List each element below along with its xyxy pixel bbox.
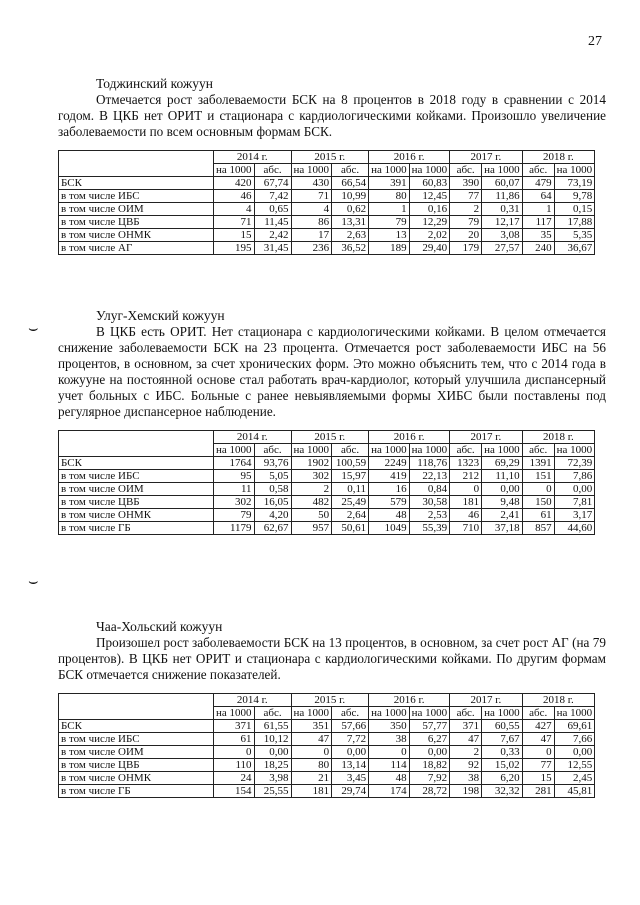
subheader-cell: на 1000 — [554, 164, 595, 177]
table-row — [59, 229, 595, 242]
table-cell: 17,88 — [554, 216, 595, 229]
year-header: 2018 г. — [522, 151, 595, 164]
table-cell: 17 — [291, 229, 332, 242]
table-cell: 79 — [369, 216, 410, 229]
table-cell: 0,00 — [254, 746, 291, 759]
table-cell: 2,42 — [254, 229, 291, 242]
table-cell: 0,31 — [482, 203, 523, 216]
table-cell: 579 — [369, 496, 410, 509]
table-cell: 1 — [522, 203, 554, 216]
table-cell: 16 — [369, 483, 410, 496]
subheader-cell: абс. — [332, 444, 369, 457]
table-cell: 0 — [522, 483, 554, 496]
table-cell: 50,61 — [332, 522, 369, 535]
subheader-cell: на 1000 — [482, 444, 523, 457]
table-cell: 2 — [450, 203, 482, 216]
subheader-cell: абс. — [254, 707, 291, 720]
table-cell: 236 — [291, 242, 332, 255]
table-cell: 7,66 — [554, 733, 595, 746]
subheader-cell: на 1000 — [482, 164, 523, 177]
row-label: в том числе ОИМ — [59, 203, 214, 216]
subheader-cell: абс. — [332, 707, 369, 720]
table-cell: 3,45 — [332, 772, 369, 785]
table-cell: 0,00 — [409, 746, 450, 759]
table-cell: 47 — [450, 733, 482, 746]
year-header: 2015 г. — [291, 431, 369, 444]
table-cell: 1179 — [214, 522, 255, 535]
table-cell: 151 — [522, 470, 554, 483]
table-cell: 351 — [291, 720, 332, 733]
table-cell: 0,33 — [482, 746, 523, 759]
table-cell: 15 — [214, 229, 255, 242]
table-cell: 350 — [369, 720, 410, 733]
table-cell: 95 — [214, 470, 255, 483]
table-cell: 5,35 — [554, 229, 595, 242]
table-cell: 1323 — [450, 457, 482, 470]
table-cell: 45,81 — [554, 785, 595, 798]
table-cell: 2,41 — [482, 509, 523, 522]
table-row — [59, 203, 595, 216]
subheader-cell: абс. — [450, 707, 482, 720]
table-cell: 154 — [214, 785, 255, 798]
subheader-cell: на 1000 — [409, 444, 450, 457]
table-cell: 2 — [450, 746, 482, 759]
subheader-cell: на 1000 — [214, 444, 255, 457]
subheader-cell: на 1000 — [369, 444, 410, 457]
subheader-cell: на 1000 — [554, 444, 595, 457]
table-cell: 12,17 — [482, 216, 523, 229]
table-cell: 18,25 — [254, 759, 291, 772]
subheader-cell: на 1000 — [409, 164, 450, 177]
table-cell: 15,97 — [332, 470, 369, 483]
table-cell: 0,11 — [332, 483, 369, 496]
table-cell: 9,78 — [554, 190, 595, 203]
table-cell: 5,05 — [254, 470, 291, 483]
table-cell: 38 — [369, 733, 410, 746]
table-cell: 0 — [522, 746, 554, 759]
table-cell: 371 — [214, 720, 255, 733]
table-cell: 0,00 — [482, 483, 523, 496]
table-cell: 22,13 — [409, 470, 450, 483]
table-cell: 69,29 — [482, 457, 523, 470]
table-cell: 48 — [369, 509, 410, 522]
table-cell: 7,67 — [482, 733, 523, 746]
table-cell: 391 — [369, 177, 410, 190]
table-row — [59, 522, 595, 535]
table-cell: 25,49 — [332, 496, 369, 509]
table-cell: 181 — [450, 496, 482, 509]
table-cell: 92 — [450, 759, 482, 772]
table-cell: 20 — [450, 229, 482, 242]
table-cell: 0 — [369, 746, 410, 759]
table-cell: 38 — [450, 772, 482, 785]
table-cell: 9,48 — [482, 496, 523, 509]
table-cell: 66,54 — [332, 177, 369, 190]
subheader-cell: на 1000 — [291, 707, 332, 720]
table-cell: 0,58 — [254, 483, 291, 496]
table-cell: 2,63 — [332, 229, 369, 242]
table-cell: 31,45 — [254, 242, 291, 255]
subheader-cell: абс. — [254, 444, 291, 457]
year-header: 2017 г. — [450, 151, 523, 164]
row-label: в том числе ЦВБ — [59, 759, 214, 772]
table-cell: 0,62 — [332, 203, 369, 216]
table-cell: 6,20 — [482, 772, 523, 785]
table-cell: 25,55 — [254, 785, 291, 798]
year-header: 2017 г. — [450, 694, 523, 707]
year-header: 2015 г. — [291, 151, 369, 164]
year-header: 2016 г. — [369, 694, 450, 707]
year-header: 2014 г. — [214, 694, 292, 707]
table-cell: 150 — [522, 496, 554, 509]
row-label: в том числе ИБС — [59, 190, 214, 203]
table-cell: 21 — [291, 772, 332, 785]
table-cell: 240 — [522, 242, 554, 255]
table-cell: 198 — [450, 785, 482, 798]
table-cell: 69,61 — [554, 720, 595, 733]
row-label: в том числе ЦВБ — [59, 216, 214, 229]
row-label: в том числе ОНМК — [59, 772, 214, 785]
row-label: в том числе ИБС — [59, 733, 214, 746]
table-cell: 61 — [214, 733, 255, 746]
table-cell: 37,18 — [482, 522, 523, 535]
subheader-cell: на 1000 — [214, 164, 255, 177]
table-cell: 2,02 — [409, 229, 450, 242]
table-cell: 1 — [369, 203, 410, 216]
table-cell: 390 — [450, 177, 482, 190]
table-cell: 1391 — [522, 457, 554, 470]
table-cell: 44,60 — [554, 522, 595, 535]
table-row — [59, 216, 595, 229]
table-cell: 7,86 — [554, 470, 595, 483]
table-cell: 195 — [214, 242, 255, 255]
table-cell: 11 — [214, 483, 255, 496]
table-cell: 71 — [214, 216, 255, 229]
table-cell: 430 — [291, 177, 332, 190]
table-cell: 7,81 — [554, 496, 595, 509]
year-header-row — [59, 694, 595, 707]
table-cell: 80 — [369, 190, 410, 203]
section-heading: Улуг-Хемский кожуун — [96, 308, 225, 323]
subheader-cell: на 1000 — [369, 707, 410, 720]
table-cell: 55,39 — [409, 522, 450, 535]
table-cell: 0 — [291, 746, 332, 759]
section-ulug-khemsky — [58, 308, 606, 535]
table-cell: 27,57 — [482, 242, 523, 255]
table-row — [59, 759, 595, 772]
row-label: в том числе ГБ — [59, 785, 214, 798]
statistics-table — [58, 693, 595, 798]
table-cell: 36,67 — [554, 242, 595, 255]
table-cell: 64 — [522, 190, 554, 203]
table-cell: 47 — [291, 733, 332, 746]
table-row — [59, 190, 595, 203]
subheader-cell: на 1000 — [482, 707, 523, 720]
table-cell: 15 — [522, 772, 554, 785]
table-cell: 32,32 — [482, 785, 523, 798]
table-cell: 1764 — [214, 457, 255, 470]
table-cell: 110 — [214, 759, 255, 772]
table-cell: 16,05 — [254, 496, 291, 509]
table-cell: 0,84 — [409, 483, 450, 496]
subheader-cell: на 1000 — [554, 707, 595, 720]
table-cell: 420 — [214, 177, 255, 190]
table-cell: 77 — [522, 759, 554, 772]
table-row — [59, 785, 595, 798]
table-cell: 79 — [450, 216, 482, 229]
table-cell: 12,45 — [409, 190, 450, 203]
row-label: БСК — [59, 457, 214, 470]
table-row — [59, 772, 595, 785]
table-cell: 181 — [291, 785, 332, 798]
table-cell: 479 — [522, 177, 554, 190]
table-cell: 2249 — [369, 457, 410, 470]
table-cell: 12,55 — [554, 759, 595, 772]
table-cell: 10,12 — [254, 733, 291, 746]
table-cell: 46 — [214, 190, 255, 203]
table-cell: 73,19 — [554, 177, 595, 190]
year-header-row — [59, 151, 595, 164]
year-header: 2018 г. — [522, 431, 595, 444]
table-row — [59, 733, 595, 746]
table-cell: 10,99 — [332, 190, 369, 203]
table-row — [59, 177, 595, 190]
table-cell: 212 — [450, 470, 482, 483]
row-label: в том числе ОИМ — [59, 746, 214, 759]
table-cell: 28,72 — [409, 785, 450, 798]
year-header: 2017 г. — [450, 431, 523, 444]
table-cell: 7,42 — [254, 190, 291, 203]
table-cell: 114 — [369, 759, 410, 772]
section-heading: Тоджинский кожуун — [96, 76, 213, 91]
table-row — [59, 496, 595, 509]
table-cell: 4 — [291, 203, 332, 216]
table-cell: 1049 — [369, 522, 410, 535]
table-cell: 3,98 — [254, 772, 291, 785]
table-row — [59, 242, 595, 255]
table-cell: 11,86 — [482, 190, 523, 203]
table-cell: 30,58 — [409, 496, 450, 509]
table-cell: 86 — [291, 216, 332, 229]
table-cell: 11,10 — [482, 470, 523, 483]
subheader-cell: абс. — [254, 164, 291, 177]
table-cell: 47 — [522, 733, 554, 746]
subheader-cell: абс. — [522, 707, 554, 720]
label-header-cell — [59, 431, 214, 457]
table-cell: 419 — [369, 470, 410, 483]
table-cell: 71 — [291, 190, 332, 203]
year-header: 2018 г. — [522, 694, 595, 707]
table-cell: 2 — [291, 483, 332, 496]
table-row — [59, 746, 595, 759]
section-todzhinsky — [58, 76, 606, 255]
section-paragraph: В ЦКБ есть ОРИТ. Нет стационара с кардиологическими койками. В целом отмечается снижение заболеваемости БСК на 23 процента. Отмечается рост заболеваемости ИБС на 56 процентов, в основном, за счет хронических форм. Это можно объяснить тем, что с 2014 года в кожууне на постоянной основе стал работать врач-кардиолог, который улучшила диспансерный учет больных с ИБС. Больные с ранее невыявляемыми формы ХИБС были поставлены под регулярное диспансерное наблюдение. — [58, 324, 606, 419]
table-cell: 179 — [450, 242, 482, 255]
table-cell: 13 — [369, 229, 410, 242]
table-cell: 281 — [522, 785, 554, 798]
year-header: 2014 г. — [214, 151, 292, 164]
table-cell: 35 — [522, 229, 554, 242]
table-cell: 3,08 — [482, 229, 523, 242]
table-cell: 957 — [291, 522, 332, 535]
table-cell: 7,72 — [332, 733, 369, 746]
table-cell: 189 — [369, 242, 410, 255]
row-label: в том числе ГБ — [59, 522, 214, 535]
table-cell: 4,20 — [254, 509, 291, 522]
table-cell: 29,74 — [332, 785, 369, 798]
table-cell: 60,83 — [409, 177, 450, 190]
label-header-cell — [59, 694, 214, 720]
table-cell: 13,31 — [332, 216, 369, 229]
table-cell: 36,52 — [332, 242, 369, 255]
section-paragraph: Отмечается рост заболеваемости БСК на 8 процентов в 2018 году в сравнении с 2014 годом. В ЦКБ нет ОРИТ и стационара с кардиологическими койками. Произошло увеличение заболеваемости по всем основным формам БСК. — [58, 92, 606, 139]
table-row — [59, 509, 595, 522]
section-paragraph: Произошел рост заболеваемости БСК на 13 процентов, в основном, за счет рост АГ (на 79 процентов). В ЦКБ нет ОРИТ и стационара с кардиологическими койками. По другим формам БСК отмечается снижение показателей. — [58, 635, 606, 682]
table-cell: 57,66 — [332, 720, 369, 733]
table-cell: 12,29 — [409, 216, 450, 229]
subheader-cell: абс. — [332, 164, 369, 177]
margin-mark: ⌣ — [28, 573, 39, 590]
year-header: 2016 г. — [369, 431, 450, 444]
table-cell: 117 — [522, 216, 554, 229]
table-cell: 67,74 — [254, 177, 291, 190]
table-cell: 48 — [369, 772, 410, 785]
table-cell: 46 — [450, 509, 482, 522]
table-cell: 57,77 — [409, 720, 450, 733]
statistics-table — [58, 150, 595, 255]
table-cell: 118,76 — [409, 457, 450, 470]
table-cell: 29,40 — [409, 242, 450, 255]
table-cell: 18,82 — [409, 759, 450, 772]
row-label: в том числе АГ — [59, 242, 214, 255]
year-header: 2015 г. — [291, 694, 369, 707]
table-cell: 857 — [522, 522, 554, 535]
row-label: БСК — [59, 177, 214, 190]
row-label: в том числе ОНМК — [59, 229, 214, 242]
table-cell: 61,55 — [254, 720, 291, 733]
table-cell: 13,14 — [332, 759, 369, 772]
year-header: 2014 г. — [214, 431, 292, 444]
table-row — [59, 470, 595, 483]
subheader-cell: абс. — [522, 444, 554, 457]
table-cell: 174 — [369, 785, 410, 798]
table-cell: 0 — [214, 746, 255, 759]
year-header-row — [59, 431, 595, 444]
table-cell: 60,07 — [482, 177, 523, 190]
subheader-cell: абс. — [522, 164, 554, 177]
table-cell: 1902 — [291, 457, 332, 470]
table-cell: 0,00 — [554, 746, 595, 759]
table-cell: 79 — [214, 509, 255, 522]
table-cell: 2,45 — [554, 772, 595, 785]
subheader-cell: на 1000 — [291, 164, 332, 177]
table-cell: 482 — [291, 496, 332, 509]
table-cell: 302 — [214, 496, 255, 509]
table-cell: 11,45 — [254, 216, 291, 229]
table-cell: 0,65 — [254, 203, 291, 216]
section-chaa-kholsky — [58, 619, 606, 798]
table-cell: 77 — [450, 190, 482, 203]
table-cell: 60,55 — [482, 720, 523, 733]
row-label: в том числе ЦВБ — [59, 496, 214, 509]
subheader-cell: на 1000 — [369, 164, 410, 177]
table-cell: 61 — [522, 509, 554, 522]
row-label: в том числе ОИМ — [59, 483, 214, 496]
margin-mark: ⌣ — [28, 320, 39, 337]
table-cell: 0 — [450, 483, 482, 496]
table-cell: 0,00 — [332, 746, 369, 759]
table-cell: 4 — [214, 203, 255, 216]
table-cell: 24 — [214, 772, 255, 785]
table-cell: 0,15 — [554, 203, 595, 216]
subheader-cell: на 1000 — [214, 707, 255, 720]
row-label: в том числе ИБС — [59, 470, 214, 483]
table-cell: 2,64 — [332, 509, 369, 522]
subheader-cell: абс. — [450, 164, 482, 177]
subheader-cell: на 1000 — [291, 444, 332, 457]
row-label: в том числе ОНМК — [59, 509, 214, 522]
table-row — [59, 457, 595, 470]
section-heading: Чаа-Хольский кожуун — [96, 619, 223, 634]
year-header: 2016 г. — [369, 151, 450, 164]
table-row — [59, 483, 595, 496]
table-cell: 371 — [450, 720, 482, 733]
table-cell: 15,02 — [482, 759, 523, 772]
table-cell: 302 — [291, 470, 332, 483]
table-cell: 2,53 — [409, 509, 450, 522]
label-header-cell — [59, 151, 214, 177]
statistics-table — [58, 430, 595, 535]
table-cell: 3,17 — [554, 509, 595, 522]
table-cell: 6,27 — [409, 733, 450, 746]
table-cell: 62,67 — [254, 522, 291, 535]
table-cell: 72,39 — [554, 457, 595, 470]
table-cell: 427 — [522, 720, 554, 733]
row-label: БСК — [59, 720, 214, 733]
table-cell: 100,59 — [332, 457, 369, 470]
page-number: 27 — [588, 34, 602, 49]
table-cell: 0,00 — [554, 483, 595, 496]
table-cell: 710 — [450, 522, 482, 535]
table-cell: 50 — [291, 509, 332, 522]
table-cell: 7,92 — [409, 772, 450, 785]
subheader-cell: абс. — [450, 444, 482, 457]
table-cell: 93,76 — [254, 457, 291, 470]
subheader-cell: на 1000 — [409, 707, 450, 720]
table-cell: 0,16 — [409, 203, 450, 216]
table-row — [59, 720, 595, 733]
table-cell: 80 — [291, 759, 332, 772]
